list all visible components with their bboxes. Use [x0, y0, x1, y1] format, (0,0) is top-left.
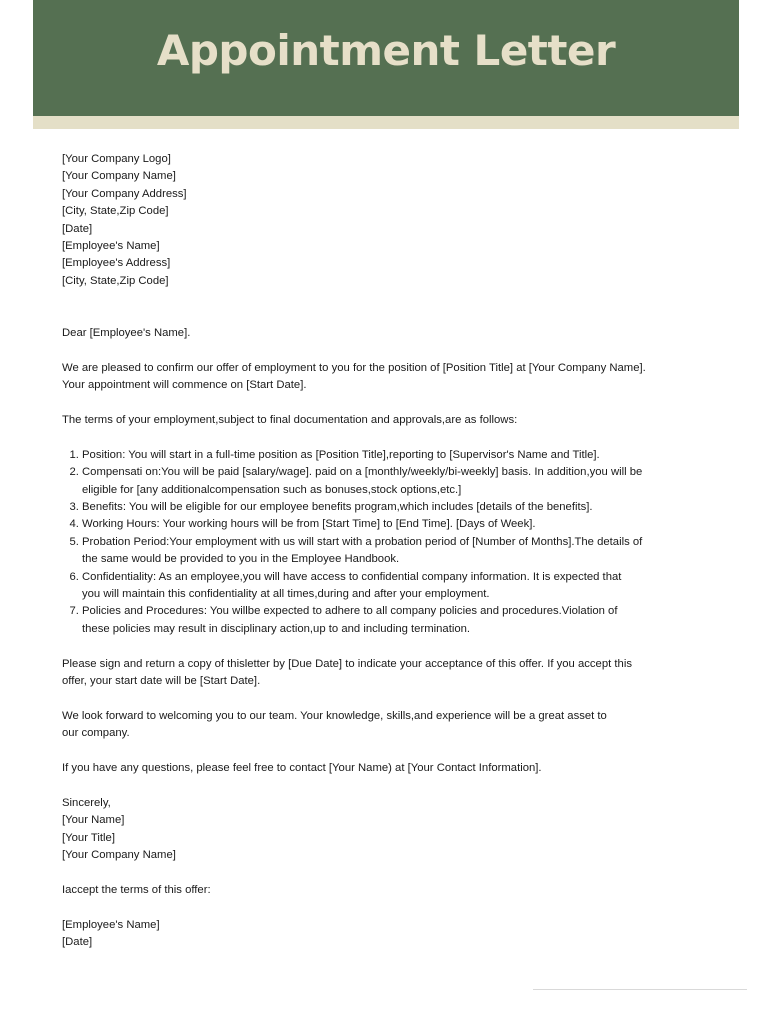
term-line: 2. Compensati on:You will be paid [salary/wage]. paid on a [monthly/weekly/bi-weekly] basis. In addition,you will be: [82, 466, 643, 479]
term-line: 3. Benefits: You will be eligible for our employee benefits program,which includes [details of the benefits].: [82, 501, 593, 514]
letter-body: [62, 151, 702, 952]
header-banner: [33, 0, 739, 116]
intro-line: Your appointment will commence on [Start Date].: [62, 379, 307, 392]
term-line: the same would be provided to you in the Employee Handbook.: [82, 553, 400, 566]
term-line: 5. Probation Period:Your employment with us will start with a probation period of [Number of Months].The details of: [82, 535, 643, 548]
intro-line: We are pleased to confirm our offer of employment to you for the position of [Position Title] at [Your Company Name].: [62, 361, 646, 374]
closing-line: [Your Company Name]: [62, 849, 176, 862]
address-line: [City, State,Zip Code]: [62, 205, 169, 218]
sign-request-paragraph: [62, 656, 702, 691]
address-block: [62, 151, 702, 290]
closing-line: [Your Name]: [62, 814, 125, 827]
salutation: Dear [Employee's Name].: [62, 327, 191, 340]
footer-divider: [533, 989, 747, 990]
term-item: [82, 569, 702, 604]
employee-signature-block: [62, 917, 702, 952]
closing-block: [62, 795, 702, 865]
term-item: [82, 603, 702, 638]
welcome-line: We look forward to welcoming you to our team. Your knowledge, skills,and experience will be a great asset to: [62, 709, 607, 722]
closing-line: [Your Title]: [62, 831, 115, 844]
term-line: 4. Working Hours: Your working hours will be from [Start Time] to [End Time]. [Days of Week].: [82, 518, 536, 531]
term-line: 1. Position: You will start in a full-time position as [Position Title],reporting to [Supervisor's Name and Title].: [82, 448, 600, 461]
welcome-paragraph: [62, 708, 702, 743]
sign-request-line: Please sign and return a copy of thisletter by [Due Date] to indicate your acceptance of this offer. If you accept this: [62, 657, 632, 670]
address-line: [Your Company Address]: [62, 187, 187, 200]
sign-request-line: offer, your start date will be [Start Date].: [62, 675, 261, 688]
acceptance-line: Iaccept the terms of this offer:: [62, 883, 211, 896]
term-item: [82, 516, 702, 533]
term-item: [82, 464, 702, 499]
address-line: [Date]: [62, 222, 93, 235]
intro-paragraph: [62, 360, 702, 395]
term-line: these policies may result in disciplinary action,up to and including termination.: [82, 622, 471, 635]
employee-sign-line: [Date]: [62, 936, 93, 949]
address-line: [Employee's Name]: [62, 240, 160, 253]
questions-paragraph: If you have any questions, please feel free to contact [Your Name) at [Your Contact Information].: [62, 762, 542, 775]
address-line: [Your Company Logo]: [62, 153, 171, 165]
welcome-line: our company.: [62, 727, 130, 740]
term-item: [82, 499, 702, 516]
address-line: [Employee's Address]: [62, 257, 171, 270]
term-line: eligible for [any additionalcompensation such as bonuses,stock options,etc.]: [82, 483, 462, 496]
terms-intro: The terms of your employment,subject to final documentation and approvals,are as follows:: [62, 414, 518, 427]
closing-line: Sincerely,: [62, 796, 111, 809]
employee-sign-line: [Employee's Name]: [62, 918, 160, 931]
terms-list: [62, 447, 702, 638]
address-line: [Your Company Name]: [62, 170, 176, 183]
address-line: [City, State,Zip Code]: [62, 274, 169, 287]
term-line: 7. Policies and Procedures: You willbe expected to adhere to all company policies and procedures.Violation of: [82, 605, 618, 618]
document-title: Appointment Letter: [156, 26, 616, 75]
header-stripe: [33, 116, 739, 129]
term-line: you will maintain this confidentiality at all times,during and after your employment.: [82, 588, 490, 601]
term-line: 6. Confidentiality: As an employee,you will have access to confidential company information. It is expected that: [82, 570, 622, 583]
term-item: [82, 447, 702, 464]
term-item: [82, 534, 702, 569]
